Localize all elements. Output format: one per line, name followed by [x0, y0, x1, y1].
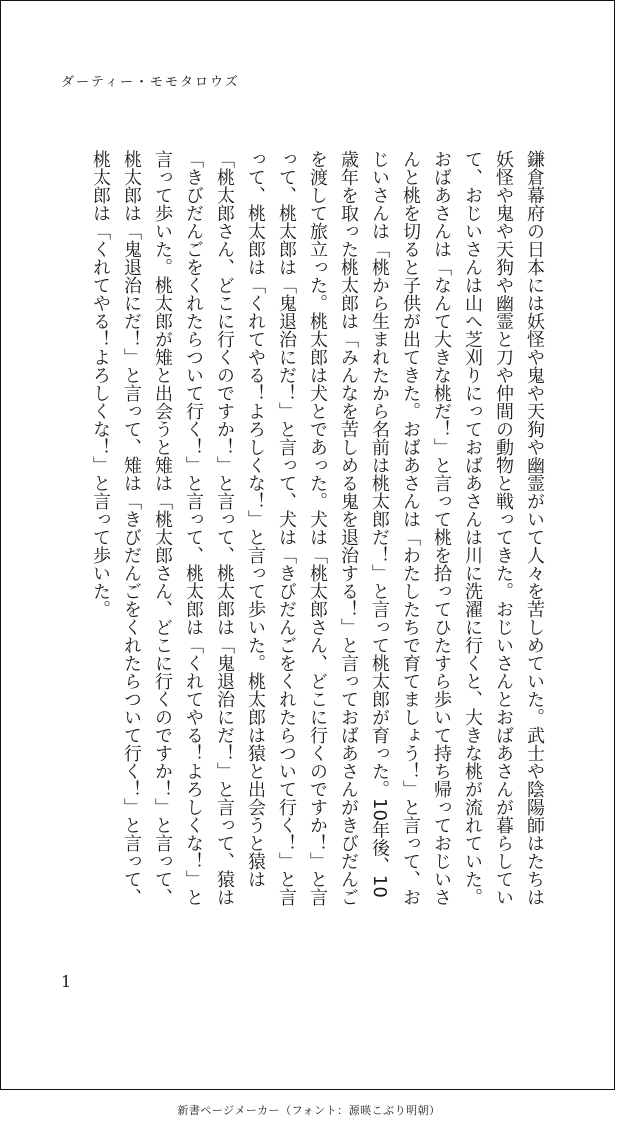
body-text	[90, 150, 550, 910]
page-title: ダーティー・モモタロウズ	[61, 75, 240, 90]
footer-credit: 新書ページメーカー（フォント：源暎こぶり明朝）	[177, 1104, 441, 1117]
body-paragraph: 鎌倉幕府の日本には妖怪や鬼や天狗や幽霊がいて人々を苦しめていた。武士や陰陽師はたちは妖怪や鬼や天狗や幽霊と刀や仲間の動物と戦ってきた。おじいさんとおばあさんが暮らしていて、おじいさんは山へ芝刈りにっておばあさんは川に洗濯に行くと、大きな桃が流れていた。おばあさんは「なんて大きな桃だ！」と言って桃を拾ってひたすら歩いて持ち帰っておじいさんと桃を切ると子供が出てきた。おばあさんは「わたしたちで育てましょう！」と言って、おじいさんは「桃から生まれたから名前は桃太郎だ！」と言って桃太郎が育った。10年後、10歳年を取った桃太郎は「みんなを苦しめる鬼を退治する！」と言っておばあさんがきびだんごを渡して旅立った。桃太郎は犬とであった。犬は「桃太郎さん、どこに行くのですか！」と言って、桃太郎は「鬼退治にだ！」と言って、犬は「きびだんごをくれたらついて行く！」と言って、桃太郎は「くれてやる！よろしくな！」と言って歩いた。桃太郎は猿と出会うと猿は「桃太郎さん、どこに行くのですか！」と言って、桃太郎は「鬼退治にだ！」と言って、猿は「きびだんごをくれたらついて行く！」と言って、桃太郎は「くれてやる！よろしくな！」と言って歩いた。桃太郎が雉と出会うと雉は「桃太郎さん、どこに行くのですか！」と言って、桃太郎は「鬼退治にだ！」と言って、雉は「きびだんごをくれたらついて行く！」と言って、桃太郎は「くれてやる！よろしくな！」と言って歩いた。	[90, 150, 545, 906]
page-number: 1	[61, 972, 72, 991]
